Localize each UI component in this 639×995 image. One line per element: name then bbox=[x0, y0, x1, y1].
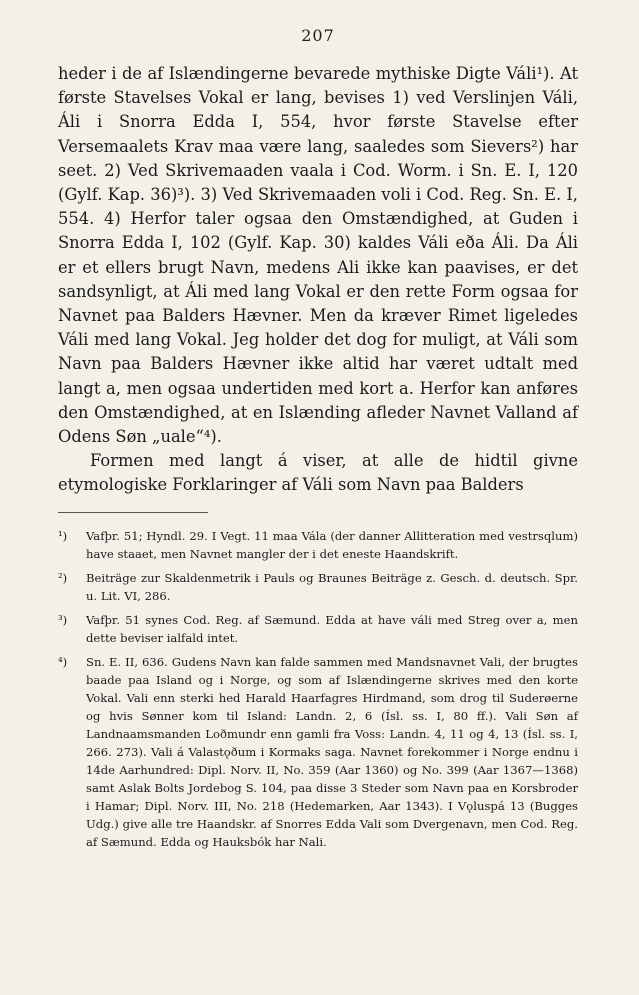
footnote bbox=[58, 653, 578, 851]
footnotes bbox=[58, 527, 578, 851]
footnote-mark: ²) bbox=[58, 570, 68, 585]
footnote-mark: ³) bbox=[58, 612, 68, 627]
main-text bbox=[58, 62, 578, 498]
footnote bbox=[58, 527, 578, 563]
footnote bbox=[58, 569, 578, 605]
footnote-text: Sn. E. II, 636. Gudens Navn kan falde sammen med Mandsnavnet Vali, der brugtes baade paa Island og i Norge, og som af Islændingerne skrives med den korte Vokal. Vali enn sterki hed Harald Haarfagres Hirdmand, som drog til Suderøerne og hvis Sønner kom til Island: Landn. 2, 6 (Ísl. ss. I, 80 ff.). Vali Søn af Landnaamsmanden Loðmundr enn gamli fra Voss: Landn. 4, 11 og 4, 13 (Ísl. ss. I, 266. 273). Vali á Valastǫðum i Kormaks saga. Navnet forekommer i Norge endnu i 14de Aarhundred: Dipl. Norv. II, No. 359 (Aar 1360) og No. 399 (Aar 1367—1368) samt Aslak Bolts Jordebog S. 104, paa disse 3 Steder som Navn paa en Korsbroder i Hamar; Dipl. Norv. III, No. 218 (Hedemarken, Aar 1343). I Vǫluspá 13 (Bugges Udg.) give alle tre Haandskr. af Snorres Edda Vali som Dvergenavn, men Cod. Reg. af Sæmund. Edda og Hauksbók har Nali. bbox=[86, 654, 578, 849]
paragraph: heder i de af Islændingerne bevarede mythiske Digte Váli¹). At første Stavelses Vokal er lang, bevises 1) ved Verslinjen Váli, Áli i Snorra Edda I, 554, hvor første Stavelse efter Versemaalets Krav maa være lang, saaledes som Sievers²) har seet. 2) Ved Skrivemaaden vaala i Cod. Worm. i Sn. E. I, 120 (Gylf. Kap. 36)³). 3) Ved Skrivemaaden voli i Cod. Reg. Sn. E. I, 554. 4) Herfor taler ogsaa den Omstændighed, at Guden i Snorra Edda I, 102 (Gylf. Kap. 30) kaldes Váli eða Áli. Da Áli er et ellers brugt Navn, medens Ali ikke kan paavises, er det sandsynligt, at Áli med lang Vokal er den rette Form ogsaa for Navnet paa Balders Hævner. Men da kræver Rimet ligeledes Váli med lang Vokal. Jeg holder det dog for muligt, at Váli som Navn paa Balders Hævner ikke altid har været udtalt med langt a, men ogsaa undertiden med kort a. Herfor kan anføres den Omstændighed, at en Islænding afleder Navnet Valland af Odens Søn „uale“⁴). bbox=[58, 64, 578, 447]
footnote-text: Vafþr. 51; Hyndl. 29. I Vegt. 11 maa Vála (der danner Allitteration med vestrsqlum) have staaet, men Navnet mangler der i det eneste Haandskrift. bbox=[86, 528, 578, 561]
book-page bbox=[58, 22, 578, 977]
footnote bbox=[58, 611, 578, 647]
paragraph: Formen med langt á viser, at alle de hidtil givne etymologiske Forklaringer af Váli som Navn paa Balders bbox=[58, 451, 578, 495]
footnote-mark: ⁴) bbox=[58, 654, 68, 669]
footnote-text: Beiträge zur Skaldenmetrik i Pauls og Braunes Beiträge z. Gesch. d. deutsch. Spr. u. Lit. VI, 286. bbox=[86, 570, 578, 603]
page-number: 207 bbox=[301, 26, 335, 45]
footnote-text: Vafþr. 51 synes Cod. Reg. af Sæmund. Edda at have váli med Streg over a, men dette beviser ialfald intet. bbox=[86, 612, 578, 645]
footnote-divider bbox=[58, 512, 208, 513]
footnote-mark: ¹) bbox=[58, 528, 68, 543]
